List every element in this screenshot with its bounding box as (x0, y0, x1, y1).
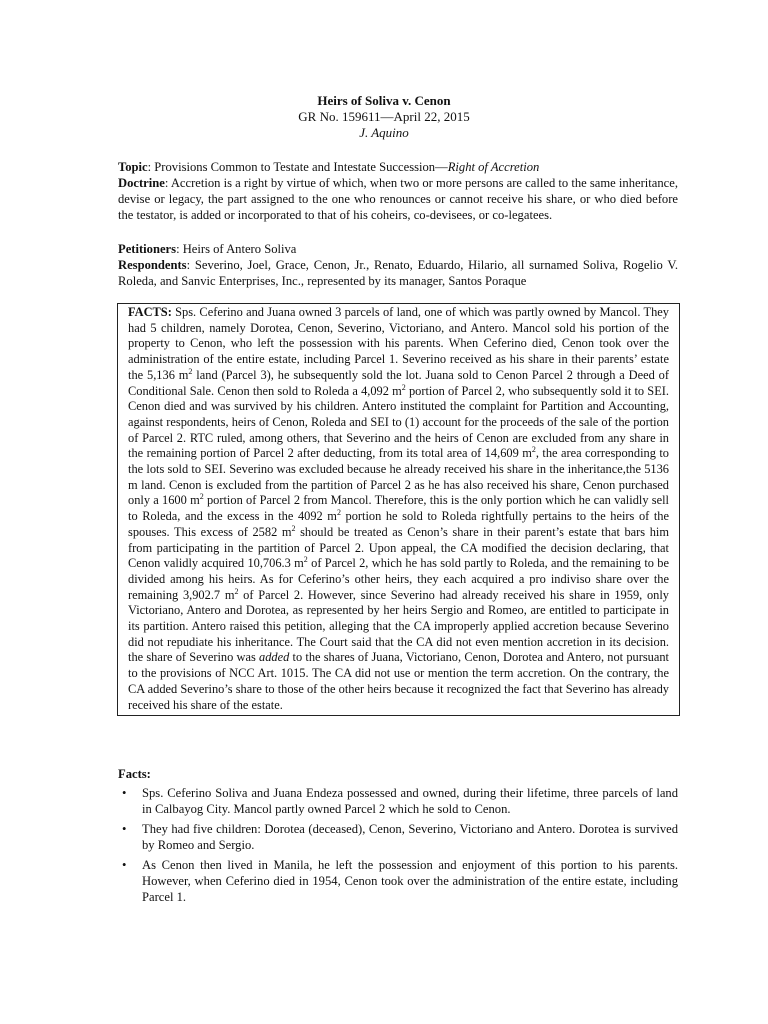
doctrine-paragraph (118, 175, 678, 223)
facts-text-6: portion he sold to Roleda rightfully pertains to the heirs of the spouses. This excess of 2582 m (128, 509, 669, 539)
facts-text-1: Sps. Ceferino and Juana owned 3 parcels of land, one of which was partly owned by Mancol. They had 5 children, namely Dorotea, Cenon, Severino, Victoriano, and Antero. Mancol sold his portion of the property to Cenon, who left the possession with his parents. When Ceferino died, Cenon took over the administration of the entire estate, including Parcel 1. Severino received as his share in their parents’ estate the 5,136 m (128, 305, 669, 382)
facts-text-9: of Parcel 2. However, since Severino had already received his share in 1959, only Victoriano, Antero and Dorotea, as represented by her heirs Sergio and Romeo, are entitled to participate in its partition. Antero raised this petition, alleging that the CA improperly applied accretion because Severino did not repudiate his inheritance. The Court said that the CA did not even mention accretion in its decision. the share of Severino was (128, 587, 669, 665)
superscript: 2 (303, 555, 308, 565)
facts-text-8: of Parcel 2, which he has sold partly to Roleda, and the remaining to be divided among his heirs. As for Ceferino’s other heirs, they each acquired a pro indiviso share over the remaining 3,902.7 m (128, 556, 669, 602)
facts-bullet-list (118, 785, 678, 905)
petitioners-line (118, 241, 678, 257)
respondents-paragraph (118, 257, 678, 289)
topic-doctrine-block (118, 159, 678, 223)
petitioners-text: : Heirs of Antero Soliva (176, 242, 297, 256)
facts-list-label: Facts: (118, 767, 151, 781)
facts-text-5: portion of Parcel 2 from Mancol. Therefore, this is the only portion which he can validly sell to Roleda, and the excess in the 4092 m (128, 493, 669, 524)
facts-list-section (118, 766, 678, 909)
topic-line (118, 159, 678, 175)
list-item: • Sps. Ceferino Soliva and Juana Endeza possessed and owned, during their lifetime, three parcels of land in Calbayog City. Mancol partly owned Parcel 2 which he sold to Cenon. (142, 785, 678, 817)
facts-text-4: , the area corresponding to the lots sold to SEI. Severino was excluded because he already received his share in the inheritance,the 5136 m land. Cenon is excluded from the partition of Parcel 2 as he has also received his share, Cenon purchased only a 1600 m (128, 446, 669, 508)
superscript: 2 (401, 382, 406, 392)
superscript: 2 (234, 586, 239, 596)
list-item: • They had five children: Dorotea (deceased), Cenon, Severino, Victoriano and Antero. Dorotea is survived by Romeo and Sergio. (142, 821, 678, 853)
superscript: 2 (199, 492, 204, 502)
facts-text-10: to the shares of Juana, Victoriano, Cenon, Dorotea and Antero, not pursuant to the provisions of NCC Art. 1015. The CA did not use or mention the term accretion. On the contrary, the CA added Severino’s share to those of the other heirs because it recognized the fact that Severino has already received his share of the estate. (128, 650, 669, 712)
case-ponente: J. Aquino (359, 125, 409, 140)
topic-text: : Provisions Common to Testate and Intestate Succession— (147, 160, 448, 174)
respondents-text: : Severino, Joel, Grace, Cenon, Jr., Renato, Eduardo, Hilario, all surnamed Soliva, Rogelio V. Roleda, and Sanvic Enterprises, Inc., represented by its manager, Santos Poraque (118, 258, 678, 288)
parties-block (118, 241, 678, 289)
list-item: • As Cenon then lived in Manila, he left the possession and enjoyment of this portion to his parents. However, when Ceferino died in 1954, Cenon took over the administration of the entire estate, including Parcel 1. (142, 857, 678, 905)
topic-label: Topic (118, 160, 148, 174)
case-title: Heirs of Soliva v. Cenon (317, 93, 451, 108)
doctrine-label: Doctrine (118, 176, 165, 190)
facts-text-2: land (Parcel 3), he subsequently sold the lot. Juana sold to Cenon Parcel 2 through a Deed of Conditional Sale. Cenon then sold to Roleda a 4,092 m (128, 367, 669, 398)
case-gr-number: GR No. 159611—April 22, 2015 (298, 109, 470, 124)
case-header (0, 93, 768, 141)
respondents-label: Respondents (118, 258, 187, 272)
facts-text-7: should be treated as Cenon’s share in their parent’s estate that bars him from participating in the partition of Parcel 2. Upon appeal, the CA modified the decision declaring, that Cenon validly acquired 10,706.3 m (128, 524, 669, 571)
facts-text-3: portion of Parcel 2, who subsequently sold it to SEI. Cenon died and was survived by his children. Antero instituted the complaint for Partition and Accounting, against respondents, heirs of Cenon, Roleda and SEI to (1) account for the proceeds of the sale of the portion of Parcel 2. RTC ruled, among others, that Severino and the heirs of Cenon are excluded from any share in the remaining portion of Parcel 2 after deducting, from its total area of 14,609 m (128, 383, 669, 461)
superscript: 2 (336, 508, 341, 518)
facts-summary-box (117, 303, 680, 716)
petitioners-label: Petitioners (118, 242, 177, 256)
superscript: 2 (188, 366, 193, 376)
superscript: 2 (291, 523, 296, 533)
doctrine-text: : Accretion is a right by virtue of which, when two or more persons are called to the same inheritance, devise or legacy, the part assigned to the one who renounces or cannot receive his share, or who died before the testator, is added or incorporated to that of his coheirs, co-devisees, or co-legatees. (118, 176, 678, 222)
facts-box-label: FACTS: (128, 305, 172, 319)
facts-added-italic: added (259, 650, 290, 665)
superscript: 2 (531, 445, 536, 455)
topic-italic: Right of Accretion (447, 160, 540, 174)
